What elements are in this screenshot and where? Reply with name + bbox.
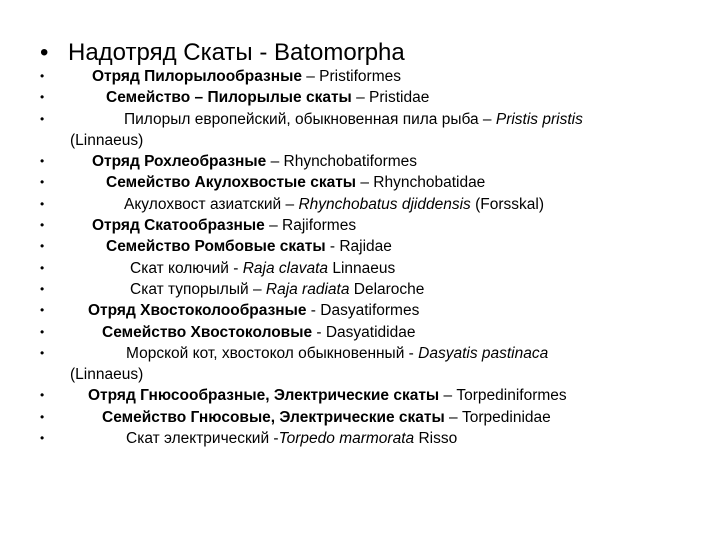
taxon-latin-name: - Rajidae: [325, 238, 392, 256]
list-item: [40, 66, 700, 87]
taxon-rank-name: Семейство Акулохвостые скаты: [106, 174, 357, 192]
species-author: Risso: [414, 430, 458, 448]
species-common-name: Морской кот, хвостокол обыкновенный -: [126, 344, 419, 362]
taxon-rank-name: Отряд Скатообразные: [92, 217, 265, 235]
title-bullet: •: [40, 39, 49, 66]
bullet: •: [40, 154, 45, 169]
slide-title-row: [40, 38, 405, 68]
species-author: Linnaeus: [328, 259, 396, 277]
taxon-rank-name: Семейство – Пилорылые скаты: [106, 89, 352, 107]
taxon-rank-name: Отряд Гнюсообразные, Электрические скаты: [88, 387, 440, 405]
species-common-name: Акулохвост азиатский –: [124, 195, 299, 213]
item-text: [70, 324, 415, 341]
bullet: •: [40, 388, 45, 403]
bullet: •: [40, 409, 45, 424]
bullet: •: [40, 431, 45, 446]
taxon-latin-name: – Pristidae: [351, 89, 430, 107]
list-item: [40, 236, 700, 257]
item-text: [70, 68, 401, 85]
list-item: [40, 343, 700, 386]
list-item: [40, 87, 700, 108]
list-item: [40, 109, 700, 152]
taxon-latin-name: – Torpediniformes: [439, 387, 567, 405]
item-text: [70, 111, 583, 128]
list-item: [40, 407, 700, 428]
item-text: [70, 409, 551, 426]
item-text: [70, 387, 567, 404]
list-item: [40, 428, 700, 449]
taxon-rank-name: Отряд Рохлеобразные: [92, 153, 267, 171]
slide-title: Надотряд Скаты - Batomorpha: [68, 39, 405, 66]
item-text: [70, 260, 395, 277]
bullet: •: [40, 281, 45, 296]
list-item: [40, 194, 700, 215]
taxon-rank-name: Отряд Хвостоколообразные: [88, 302, 307, 320]
taxon-latin-name: – Rhynchobatiformes: [266, 153, 418, 171]
taxon-latin-name: – Torpedinidae: [444, 408, 551, 426]
taxon-latin-name: - Dasyatiformes: [306, 302, 420, 320]
bullet: •: [40, 345, 45, 360]
bullet: •: [40, 111, 45, 126]
species-author: Delaroche: [349, 280, 425, 298]
taxon-rank-name: Семейство Хвостоколовые: [102, 323, 313, 341]
list-item: [40, 151, 700, 172]
item-text: [70, 345, 548, 362]
bullet: •: [40, 324, 45, 339]
item-text: [70, 89, 429, 106]
list-item: [40, 172, 700, 193]
taxon-latin-name: - Dasyatididae: [312, 323, 416, 341]
item-text: [70, 217, 356, 234]
taxon-latin-name: – Rhynchobatidae: [356, 174, 486, 192]
taxon-rank-name: Семейство Гнюсовые, Электрические скаты: [102, 408, 445, 426]
species-common-name: Скат колючий -: [130, 259, 243, 277]
species-binomial: Dasyatis pastinaca: [418, 344, 549, 362]
bullet: •: [40, 218, 45, 233]
item-text: [70, 302, 419, 319]
taxonomy-list: [40, 66, 700, 449]
list-item: [40, 279, 700, 300]
bullet: •: [40, 175, 45, 190]
item-text: [70, 196, 544, 213]
list-item: [40, 385, 700, 406]
item-text: [70, 281, 424, 298]
item-text: [70, 153, 417, 170]
list-item: [40, 258, 700, 279]
species-author: (Forsskal): [470, 195, 544, 213]
species-binomial: Pristis pristis: [495, 110, 583, 128]
bullet: •: [40, 196, 45, 211]
taxon-latin-name: – Rajiformes: [264, 217, 357, 235]
species-binomial: Torpedo marmorata: [278, 430, 415, 448]
taxon-rank-name: Отряд Пилорылообразные: [92, 68, 302, 85]
species-common-name: Скат электрический -: [126, 430, 279, 448]
bullet: •: [40, 260, 45, 275]
species-binomial: Raja clavata: [242, 259, 329, 277]
species-binomial: Rhynchobatus djiddensis: [298, 195, 471, 213]
taxon-latin-name: – Pristiformes: [301, 68, 402, 85]
bullet: •: [40, 239, 45, 254]
species-author: (Linnaeus): [70, 365, 144, 383]
species-common-name: Скат тупорылый –: [130, 280, 266, 298]
item-text: [70, 238, 392, 255]
species-author: (Linnaeus): [70, 131, 144, 149]
bullet: •: [40, 303, 45, 318]
item-text: [70, 430, 457, 447]
taxon-rank-name: Семейство Ромбовые скаты: [106, 238, 326, 256]
list-item: [40, 215, 700, 236]
list-item: [40, 300, 700, 321]
item-text: [70, 174, 485, 191]
species-binomial: Raja radiata: [265, 280, 350, 298]
species-common-name: Пилорыл европейский, обыкновенная пила рыба –: [124, 110, 496, 128]
list-item: [40, 322, 700, 343]
bullet: •: [40, 69, 45, 83]
bullet: •: [40, 90, 45, 105]
